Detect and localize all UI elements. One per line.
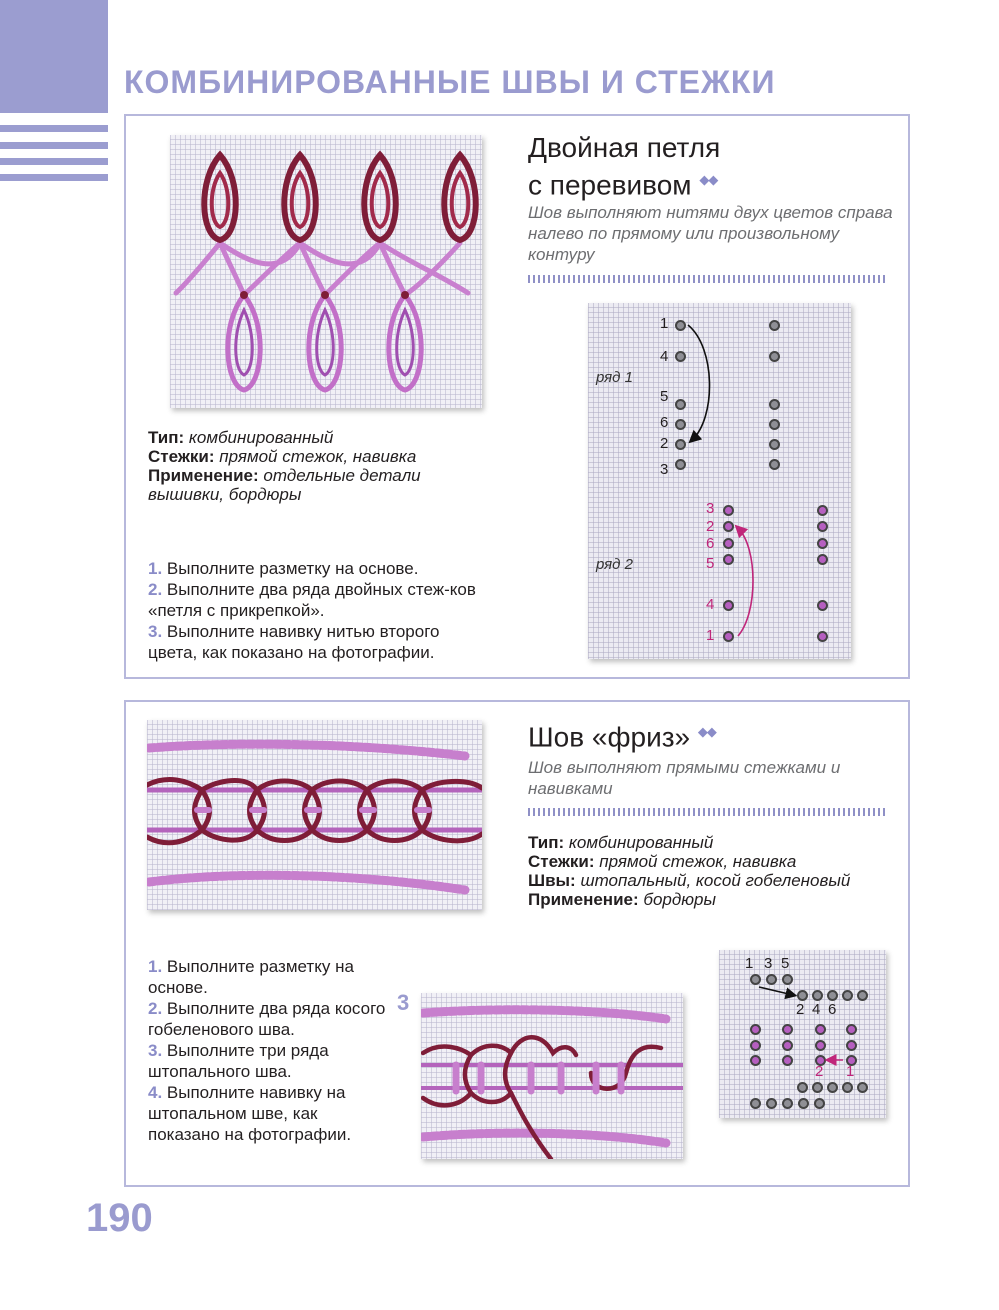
use-label: Применение: — [148, 466, 259, 485]
step-item: 4. Выполните навивку на штопальном шве, как показано на фотографии. — [148, 1083, 352, 1144]
type-label: Тип: — [528, 833, 565, 852]
point-label: 6 — [828, 1001, 837, 1018]
dotted-divider — [528, 275, 886, 283]
point-label: 4 — [812, 1001, 821, 1018]
page-number: 190 — [86, 1196, 153, 1240]
point-label: 1 — [745, 955, 754, 972]
point-label: 4 — [660, 348, 669, 365]
seams-label: Швы: — [528, 871, 576, 890]
stripe-3 — [0, 158, 108, 165]
point-label: 6 — [706, 535, 715, 552]
section-1-subtitle: Шов выполняют нитями двух цветов справа налево по прямому или произвольному контуру — [528, 203, 893, 264]
step-item: 2. Выполните два ряда косого гобеленового шва. — [148, 999, 386, 1039]
type-value: комбинированный — [188, 428, 334, 447]
arrow-icon — [759, 987, 793, 995]
point-label: 1 — [660, 315, 669, 332]
type-value: комбинированный — [568, 833, 714, 852]
point-label: 5 — [781, 955, 790, 972]
frieze-step3-image — [421, 993, 683, 1159]
point-label: 3 — [706, 500, 715, 517]
step-item: 2. Выполните два ряда двойных стеж-ков «петля с прикрепкой». — [148, 580, 476, 620]
use-value: бордюры — [643, 890, 717, 909]
figure-label: 3 — [397, 990, 410, 1015]
section-1-diagram — [588, 303, 851, 659]
point-label: 2 — [815, 1063, 824, 1080]
section-2-steps — [148, 956, 388, 1145]
stripe-1 — [0, 125, 108, 132]
point-label: 3 — [764, 955, 773, 972]
stitches-value: прямой стежок, навивка — [219, 447, 417, 466]
section-2-photo — [147, 720, 482, 910]
point-label: 1 — [846, 1063, 855, 1080]
arrow-icon — [738, 528, 753, 636]
point-label: 3 — [660, 461, 669, 478]
stitches-label: Стежки: — [148, 447, 215, 466]
point-label: 5 — [660, 388, 669, 405]
step-item: 1. Выполните разметку на основе. — [148, 957, 354, 997]
corner-block — [0, 0, 108, 113]
step-item: 1. Выполните разметку на основе. — [148, 559, 419, 578]
section-1-info — [148, 428, 498, 504]
use-label: Применение: — [528, 890, 639, 909]
section-1-photo — [170, 135, 482, 408]
section-1-title-line1: Двойная петля — [528, 132, 721, 163]
type-label: Тип: — [148, 428, 185, 447]
difficulty-diamond-icon: ◆◆ — [697, 724, 716, 739]
section-1-title-line2: с перевивом — [528, 169, 692, 201]
point-label: 1 — [706, 627, 715, 644]
point-label: 6 — [660, 414, 669, 431]
section-1-title — [528, 132, 720, 201]
double-loop-stitch-image — [170, 135, 482, 408]
point-label: 2 — [796, 1001, 805, 1018]
section-2-step3-photo — [421, 993, 683, 1159]
stitch-arrows — [719, 950, 886, 1118]
point-label: 4 — [706, 596, 715, 613]
dotted-divider — [528, 808, 886, 816]
stripe-4 — [0, 174, 108, 181]
arrow-icon — [688, 325, 710, 440]
frieze-stitch-image — [147, 720, 482, 910]
section-2-title — [528, 716, 716, 753]
stitches-label: Стежки: — [528, 852, 595, 871]
seams-value: штопальный, косой гобеленовый — [580, 871, 851, 890]
step-item: 3. Выполните три ряда штопального шва. — [148, 1041, 329, 1081]
page-title: КОМБИНИРОВАННЫЕ ШВЫ И СТЕЖКИ — [124, 64, 776, 100]
row-1-label: ряд 1 — [596, 369, 633, 386]
point-label: 2 — [660, 435, 669, 452]
section-2-title-text: Шов «фриз» — [528, 721, 691, 753]
use-value: отдельные детали вышивки, бордюры — [148, 466, 421, 504]
section-2-subtitle: Шов выполняют прямыми стежками и навивками — [528, 758, 841, 798]
stitches-value: прямой стежок, навивка — [599, 852, 797, 871]
section-1-steps — [148, 558, 488, 663]
section-2-diagram — [719, 950, 886, 1118]
point-label: 5 — [706, 555, 715, 572]
point-label: 2 — [706, 518, 715, 535]
step-item: 3. Выполните навивку нитью второго цвета, как показано на фотографии. — [148, 622, 440, 662]
row-2-label: ряд 2 — [596, 556, 633, 573]
section-2-info — [528, 833, 898, 909]
stitch-arrows — [588, 303, 851, 659]
stripe-2 — [0, 142, 108, 149]
difficulty-diamond-icon: ◆◆ — [699, 172, 718, 187]
